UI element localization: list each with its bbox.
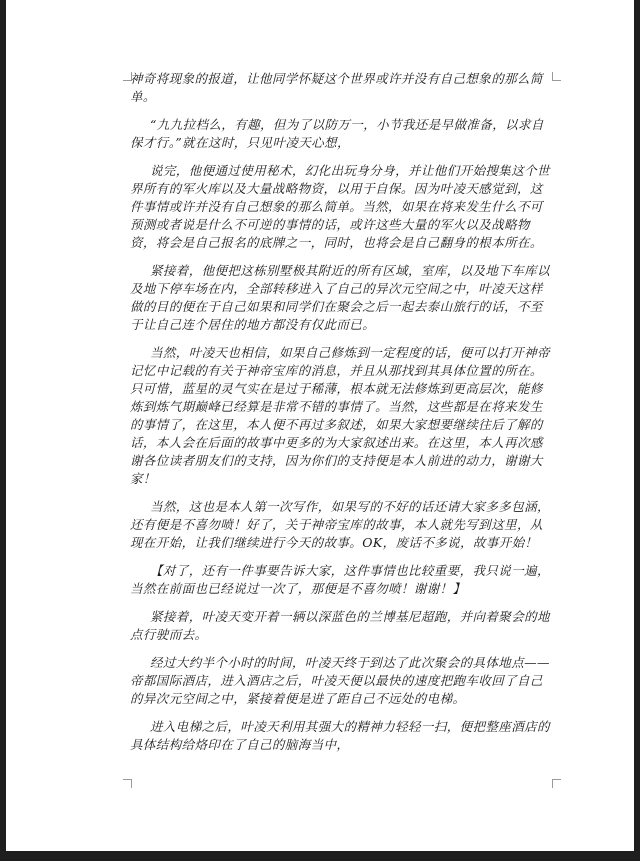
right-black-border: [634, 0, 640, 861]
margin-corner-bottom-left: [123, 779, 132, 788]
paragraph-5: 当然，叶凌天也相信，如果自己修炼到一定程度的话，便可以打开神帝记忆中记载的有关于神帝宝库的消息，并且从那找到其具体位置的所在。只可惜，蓝星的灵气实在是过于稀薄，根本就无法修炼到更高层次，能修炼到炼气期巅峰已经算是非常不错的事情了。当然，这些都是在将来发生的事情了，在这里，本人便不再过多叙述，如果大家想要继续往后了解的话，本人会在后面的故事中更多的为大家叙述出来。在这里，本人再次感谢各位读者朋友们的支持，因为你们的支持便是本人前进的动力，谢谢大家！: [130, 345, 550, 486]
paragraph-6: 当然，这也是本人第一次写作，如果写的不好的话还请大家多多包涵，还有便是不喜勿喷！好了，关于神帝宝库的故事，本人就先写到这里，从现在开始，让我们继续进行今天的故事。OK，废话不多说，故事开始！: [130, 499, 550, 550]
margin-corner-top-right: [552, 72, 561, 81]
paragraph-1: 神奇将现象的报道，让他同学怀疑这个世界或许并没有自己想象的那么简单。: [130, 71, 543, 104]
paragraph-9: 经过大约半个小时的时间，叶凌天终于到达了此次聚会的具体地点——帝都国际酒店，进入酒店之后，叶凌天便以最快的速度把跑车收回了自己的异次元空间之中，紧接着便是进了距自己不远处的电梯。: [130, 655, 550, 706]
paragraph-4: 紧接着，他便把这栋别墅极其附近的所有区域，室库，以及地下车库以及地下停车场在内，全部转移进入了自己的异次元空间之中，叶凌天这样做的目的便在于自己如果和同学们在聚会之后一起去泰山旅行的话，不至于让自己连个居住的地方都没有仅此而已。: [130, 263, 550, 332]
paragraph-2: “九九拉档么，有趣，但为了以防万一，小节我还是早做准备，以求自保才行。”就在这时，只见叶凌天心想，: [130, 117, 544, 150]
paragraph-10: 进入电梯之后，叶凌天利用其强大的精神力轻轻一扫，便把整座酒店的具体结构给烙印在了自己的脑海当中，: [130, 719, 550, 752]
handwritten-page-body: [130, 70, 550, 764]
margin-corner-bottom-right: [552, 779, 561, 788]
bottom-black-border: [0, 851, 640, 861]
left-black-border: [0, 0, 6, 861]
paragraph-3: 说完，他便通过使用秘术，幻化出玩身分身，并让他们开始搜集这个世界所有的军火库以及大量战略物资，以用于自保。因为叶凌天感觉到，这件事情或许并没有自己想象的那么简单。当然，如果在将来发生什么不可预测或者说是什么不可逆的事情的话，或许这些大量的军火以及战略物资，将会是自己报名的底牌之一，同时，也将会是自己翻身的根本所在。: [130, 163, 550, 250]
paragraph-8: 紧接着，叶凌天变开着一辆以深蓝色的兰博基尼超跑，并向着聚会的地点行驶而去。: [130, 609, 550, 642]
paragraph-7: 【对了，还有一件事要告诉大家，这件事情也比较重要，我只说一遍，当然在前面也已经说过一次了，那便是不喜勿喷！谢谢！】: [130, 563, 550, 596]
